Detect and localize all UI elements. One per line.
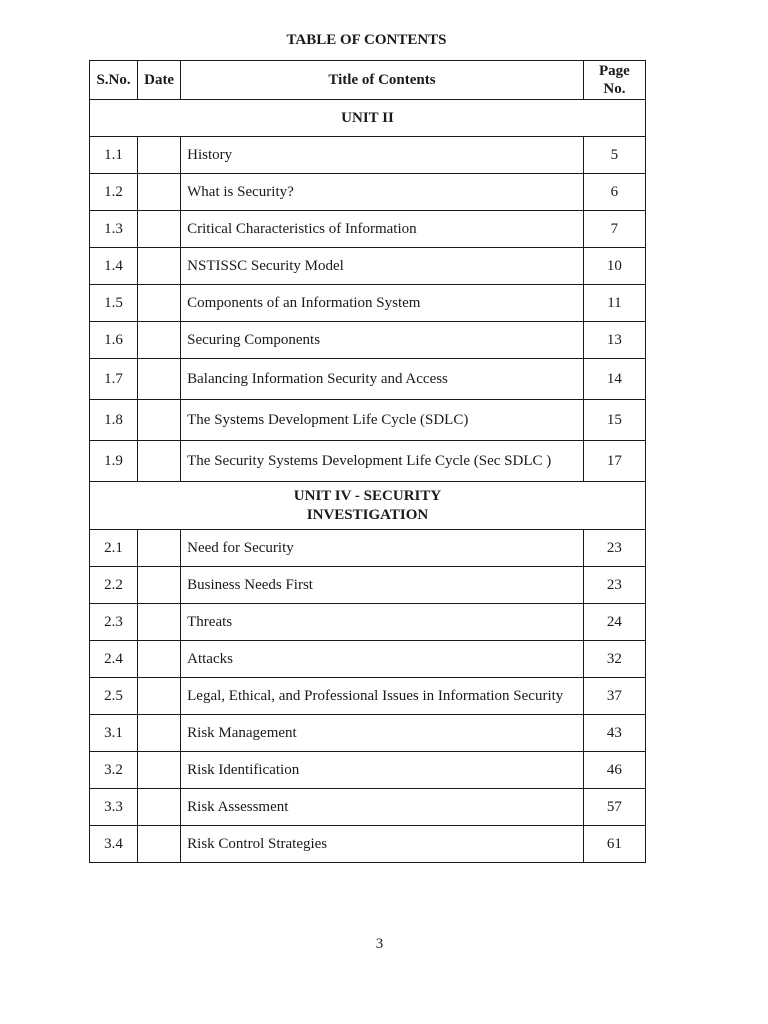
sno-cell: 1.1 — [90, 137, 138, 174]
title-cell: Threats — [181, 604, 584, 641]
title-cell: NSTISSC Security Model — [181, 248, 584, 285]
sno-cell: 3.3 — [90, 789, 138, 826]
table-row — [90, 641, 646, 678]
table-row — [90, 285, 646, 322]
title-cell: Need for Security — [181, 530, 584, 567]
date-cell — [138, 359, 181, 400]
table-row — [90, 789, 646, 826]
title-cell: Critical Characteristics of Information — [181, 211, 584, 248]
unit-heading-row — [90, 482, 646, 530]
date-cell — [138, 248, 181, 285]
sno-cell: 3.4 — [90, 826, 138, 863]
date-cell — [138, 400, 181, 441]
title-cell: Business Needs First — [181, 567, 584, 604]
date-cell — [138, 285, 181, 322]
table-row — [90, 400, 646, 441]
title-cell: Securing Components — [181, 322, 584, 359]
page-no-cell: 61 — [583, 826, 645, 863]
page-no-cell: 15 — [583, 400, 645, 441]
sno-cell: 2.1 — [90, 530, 138, 567]
title-cell: Risk Control Strategies — [181, 826, 584, 863]
unit-iv-section — [90, 482, 646, 863]
sno-cell: 3.2 — [90, 752, 138, 789]
page-no-cell: 6 — [583, 174, 645, 211]
header-sno: S.No. — [90, 61, 138, 100]
table-row — [90, 567, 646, 604]
page-no-cell: 57 — [583, 789, 645, 826]
sno-cell: 2.2 — [90, 567, 138, 604]
date-cell — [138, 752, 181, 789]
page-no-cell: 24 — [583, 604, 645, 641]
table-row — [90, 322, 646, 359]
page-no-cell: 5 — [583, 137, 645, 174]
date-cell — [138, 715, 181, 752]
title-cell: History — [181, 137, 584, 174]
page-no-cell: 13 — [583, 322, 645, 359]
title-cell: What is Security? — [181, 174, 584, 211]
table-row — [90, 752, 646, 789]
table-row — [90, 826, 646, 863]
table-row — [90, 174, 646, 211]
title-cell: Attacks — [181, 641, 584, 678]
unit-ii-section — [90, 100, 646, 482]
header-row — [90, 61, 646, 100]
date-cell — [138, 530, 181, 567]
sno-cell: 2.5 — [90, 678, 138, 715]
sno-cell: 1.6 — [90, 322, 138, 359]
title-cell: Risk Management — [181, 715, 584, 752]
date-cell — [138, 604, 181, 641]
title-cell: Balancing Information Security and Access — [181, 359, 584, 400]
date-cell — [138, 211, 181, 248]
sno-cell: 1.4 — [90, 248, 138, 285]
title-cell: Risk Identification — [181, 752, 584, 789]
title-cell: Components of an Information System — [181, 285, 584, 322]
date-cell — [138, 567, 181, 604]
header-title: Title of Contents — [181, 61, 584, 100]
table-row — [90, 715, 646, 752]
page-no-cell: 23 — [583, 567, 645, 604]
header-page-no — [583, 61, 645, 100]
date-cell — [138, 322, 181, 359]
page-no-cell: 23 — [583, 530, 645, 567]
sno-cell: 1.5 — [90, 285, 138, 322]
sno-cell: 1.8 — [90, 400, 138, 441]
sno-cell: 1.3 — [90, 211, 138, 248]
unit-iv-heading-line1: UNIT IV - SECURITY — [293, 487, 442, 504]
date-cell — [138, 641, 181, 678]
sno-cell: 2.4 — [90, 641, 138, 678]
table-row — [90, 604, 646, 641]
table-row — [90, 211, 646, 248]
date-cell — [138, 789, 181, 826]
date-cell — [138, 441, 181, 482]
page-no-cell: 14 — [583, 359, 645, 400]
sno-cell: 2.3 — [90, 604, 138, 641]
sno-cell: 1.7 — [90, 359, 138, 400]
header-page-line2: No. — [603, 81, 626, 97]
table-row — [90, 248, 646, 285]
header-date: Date — [138, 61, 181, 100]
unit-ii-heading: UNIT II — [90, 100, 646, 137]
sno-cell: 1.9 — [90, 441, 138, 482]
page-no-cell: 43 — [583, 715, 645, 752]
page-no-cell: 11 — [583, 285, 645, 322]
date-cell — [138, 826, 181, 863]
page-no-cell: 10 — [583, 248, 645, 285]
table-row — [90, 530, 646, 567]
page-no-cell: 7 — [583, 211, 645, 248]
unit-iv-heading-line2: INVESTIGATION — [306, 506, 429, 523]
header-page-line1: Page — [599, 63, 630, 79]
date-cell — [138, 137, 181, 174]
title-cell: The Security Systems Development Life Cycle (Sec SDLC ) — [181, 441, 584, 482]
table-row — [90, 137, 646, 174]
page-no-cell: 32 — [583, 641, 645, 678]
date-cell — [138, 678, 181, 715]
page-no-cell: 17 — [583, 441, 645, 482]
table-row — [90, 678, 646, 715]
page-number: 3 — [375, 936, 384, 952]
page-no-cell: 37 — [583, 678, 645, 715]
page-no-cell: 46 — [583, 752, 645, 789]
document-title: TABLE OF CONTENTS — [286, 32, 447, 48]
table-row — [90, 441, 646, 482]
unit-iv-heading — [90, 482, 646, 530]
title-cell: Risk Assessment — [181, 789, 584, 826]
table-of-contents — [89, 60, 646, 863]
table-row — [90, 359, 646, 400]
title-cell: The Systems Development Life Cycle (SDLC) — [181, 400, 584, 441]
sno-cell: 1.2 — [90, 174, 138, 211]
unit-heading-row — [90, 100, 646, 137]
title-cell: Legal, Ethical, and Professional Issues in Information Security — [181, 678, 584, 715]
sno-cell: 3.1 — [90, 715, 138, 752]
date-cell — [138, 174, 181, 211]
